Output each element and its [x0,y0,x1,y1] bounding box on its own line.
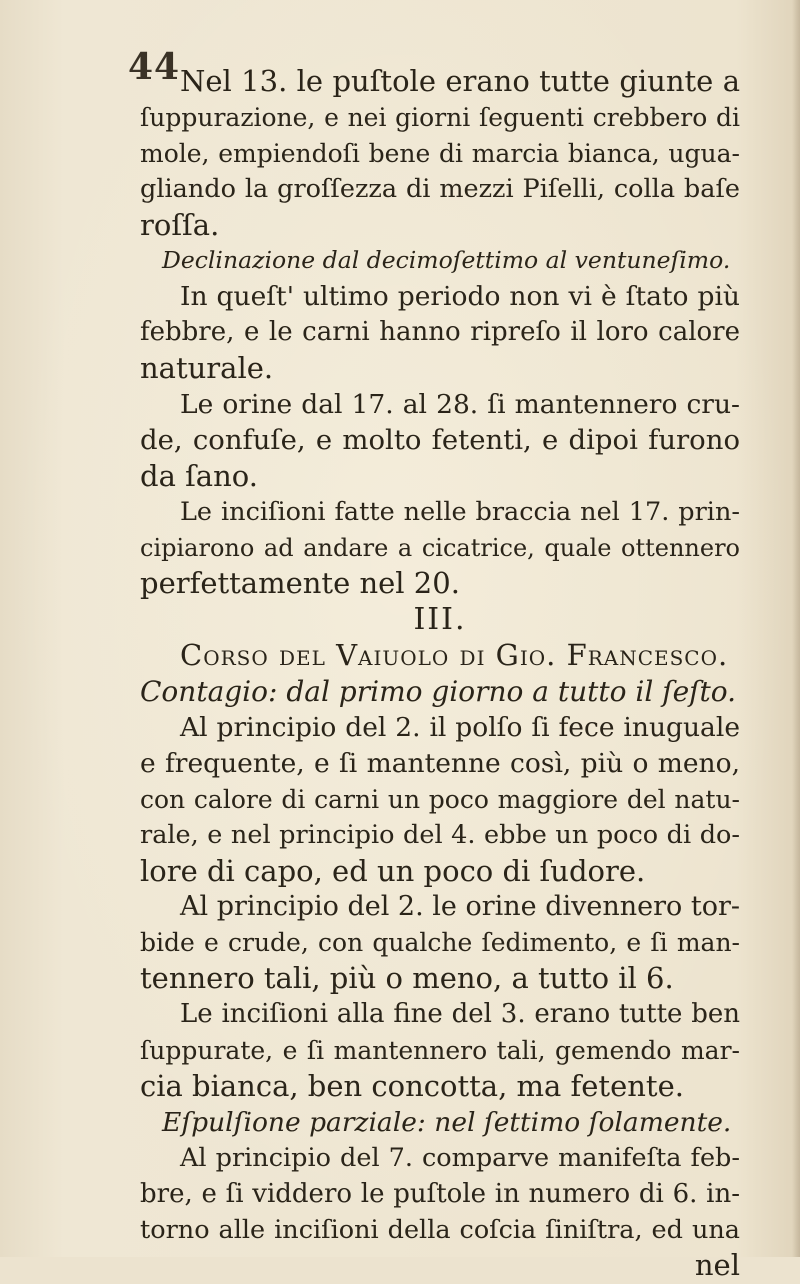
page-text [140,64,740,1284]
text-line: cipiarono ad andare a cicatrice, quale ottennero [140,533,740,562]
section-title: Corso del Vaiuolo di Gio. Francesco. [180,638,729,673]
text-line: perfettamente nel 20. [140,566,460,601]
page-number: 44 [128,46,181,88]
text-line: torno alle inciſioni della coſcia ſiniſtra, ed una [140,1214,740,1245]
text-line: con calore di carni un poco maggiore del natu- [140,784,740,814]
text-line: naturale. [140,351,274,386]
text-line: de, confuſe, e molto fetenti, e dipoi furono [140,423,740,456]
text-line: roſſa. [140,207,220,242]
text-line: cia bianca, ben concotta, ma fetente. [140,1068,684,1103]
text-line: ſuppurate, e ſi mantennero tali, gemendo mar- [140,1036,740,1066]
text-line: bide e crude, con qualche ſedimento, e ſi man- [140,928,740,958]
text-line: Al principio del 2. il polſo ſi fece inuguale [180,712,740,744]
text-line: Le inciſioni alla fine del 3. erano tutte ben [180,999,740,1030]
text-line: ſuppurazione, e nei giorni ſeguenti crebbero di [140,102,740,132]
text-line: e frequente, e ſi mantenne così, più o meno, [140,747,740,779]
catchword: nel [694,1248,740,1283]
text-line: rale, e nel principio del 4. ebbe un poco di do- [140,819,740,850]
text-line: tennero tali, più o meno, a tutto il 6. [140,961,674,996]
text-line: mole, empiendoſi bene di marcia bianca, ugua- [140,138,740,168]
section-number: III. [413,602,467,638]
text-line: bre, e ſi viddero le puſtole in numero di 6. in- [140,1178,740,1209]
text-line: lore di capo, ed un poco di ſudore. [140,853,646,888]
text-line: Le orine dal 17. al 28. ſi mantennero cru- [180,389,740,421]
text-line: Al principio del 7. comparve manifeſta feb- [180,1142,740,1173]
text-line: febbre, e le carni hanno ripreſo il loro calore [140,317,740,348]
text-line: Al principio del 2. le orine divennero tor- [180,891,740,923]
text-line: In queſt' ultimo periodo non vi è ſtato più [180,281,740,313]
section-subheading: Declinazione dal decimoſettimo al ventuneſimo. [162,246,731,275]
section-subheading: Contagio: dal primo giorno a tutto il ſeſto. [140,675,737,709]
text-line: da ſano. [140,458,258,493]
text-line: gliando la groſſezza di mezzi Piſelli, colla baſe [140,173,740,204]
text-line: Le inciſioni fatte nelle braccia nel 17. prin- [180,496,740,527]
page-edge-shadow [792,0,800,1257]
section-subheading: Eſpulſione parziale: nel ſettimo ſolamente. [162,1106,732,1138]
text-line: Nel 13. le puſtole erano tutte giunte a [180,64,740,98]
